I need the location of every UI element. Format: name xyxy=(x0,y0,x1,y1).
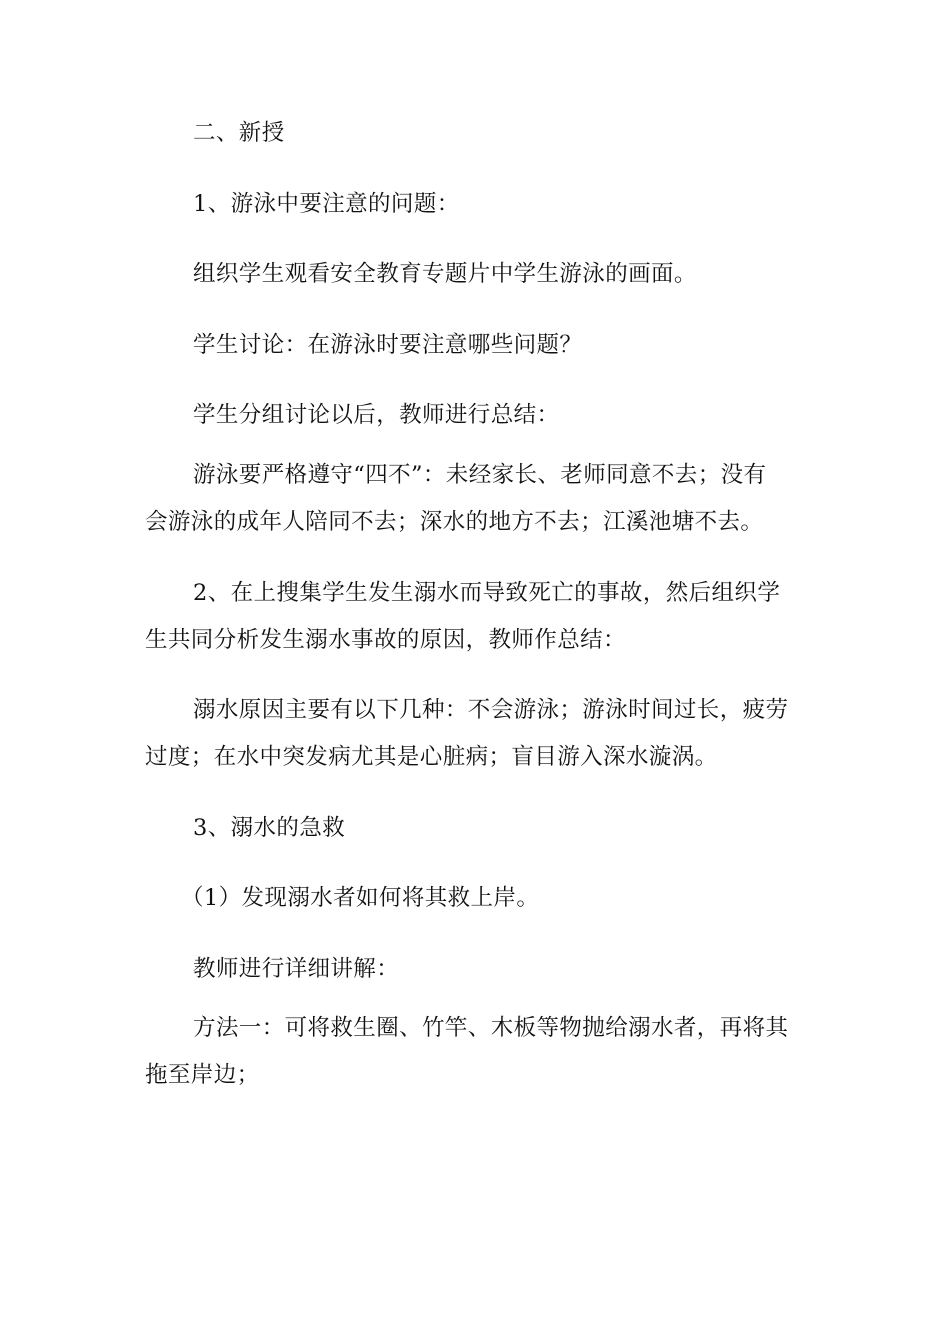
text-line: 溺水原因主要有以下几种：不会游泳；游泳时间过长，疲劳 xyxy=(193,697,789,723)
subheading-drowning-rescue xyxy=(145,805,810,852)
text-line: （1）发现溺水者如何将其救上岸。 xyxy=(181,885,540,911)
paragraph-rescue-question xyxy=(145,875,810,922)
paragraph-method-one xyxy=(145,1005,810,1099)
paragraph-four-nots xyxy=(145,452,810,546)
text-line: 学生讨论：在游泳时要注意哪些问题？ xyxy=(193,332,583,358)
text-line: 拖至岸边； xyxy=(145,1062,260,1088)
subheading-swimming-issues xyxy=(145,181,810,228)
text-line: 2、在上搜集学生发生溺水而导致死亡的事故，然后组织学 xyxy=(193,580,781,606)
section-heading-new-lesson xyxy=(145,110,810,157)
text-line: 会游泳的成年人陪同不去；深水的地方不去；江溪池塘不去。 xyxy=(145,509,764,535)
paragraph-student-discussion xyxy=(145,322,810,369)
text-line: 3、溺水的急救 xyxy=(193,815,346,841)
text-line: 过度；在水中突发病尤其是心脏病；盲目游入深水漩涡。 xyxy=(145,744,718,770)
text-line: 生共同分析发生溺水事故的原因，教师作总结： xyxy=(145,627,626,653)
paragraph-drowning-cases xyxy=(145,570,810,664)
text-line: 组织学生观看安全教育专题片中学生游泳的画面。 xyxy=(193,261,697,287)
text-line: 教师进行详细讲解： xyxy=(193,956,400,982)
text-line: 游泳要严格遵守“四不”：未经家长、老师同意不去；没有 xyxy=(193,462,767,488)
text-line: 方法一：可将救生圈、竹竿、木板等物抛给溺水者，再将其 xyxy=(193,1015,789,1041)
paragraph-drowning-causes xyxy=(145,687,810,781)
paragraph-teacher-explains xyxy=(145,946,810,993)
text-line: 学生分组讨论以后，教师进行总结： xyxy=(193,402,560,428)
paragraph-teacher-summary xyxy=(145,392,810,439)
text-line: 二、新授 xyxy=(193,120,285,146)
text-line: 1、游泳中要注意的问题： xyxy=(193,191,460,217)
paragraph-watch-video xyxy=(145,251,810,298)
